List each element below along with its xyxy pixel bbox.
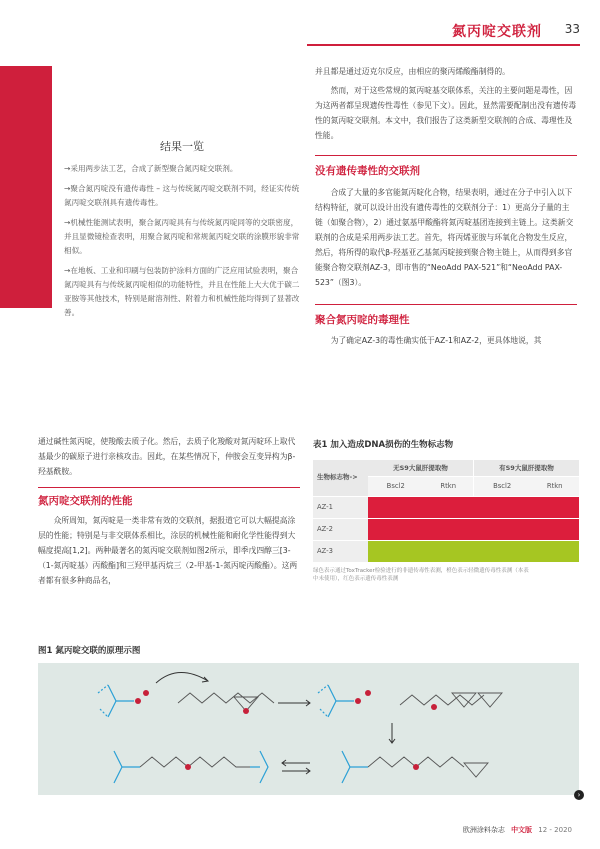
section-divider: [38, 487, 300, 488]
result-cell: [473, 496, 530, 518]
row-label: AZ-3: [313, 540, 368, 562]
paragraph: 为了确定AZ-3的毒性确实低于AZ-1和AZ-2，更具体地说，其: [330, 336, 542, 345]
result-cell: [530, 518, 579, 540]
journal-name: 欧洲涂料杂志: [462, 826, 505, 834]
summary-title: 结果一览: [160, 140, 204, 153]
mechanism-figure: [38, 663, 579, 795]
group-header: 无S9大鼠肝提取物: [368, 460, 473, 476]
section-heading: 氮丙啶交联剂的性能: [38, 495, 133, 507]
section-divider: [315, 304, 577, 305]
result-cell: [368, 540, 424, 562]
table-caption: 表1 加入造成DNA损伤的生物标志物: [313, 440, 454, 450]
nitrogen-atom: [413, 764, 419, 770]
summary-item: →在地板、工业和印刷与包装防护涂料方面的广泛应用试验表明，聚合氮丙啶具有与传统氮丙啶相似的功能特性，并且在性能上大大优于碳二亚胺等其他技术，特别是耐溶剂性、附着力和机械性能均得到了显著改善。: [64, 266, 300, 317]
section-divider: [315, 155, 577, 156]
nitrogen-atom: [431, 704, 437, 710]
result-cell: [424, 496, 474, 518]
oxygen-atom: [365, 690, 371, 696]
row-label: AZ-2: [313, 518, 368, 540]
marker-header: Rtkn: [546, 482, 563, 490]
header-rule: [307, 44, 580, 46]
table-note: 绿色表示通过ToxTracker检验进行的非遗传毒性表测，橙色表示轻微遗传毒性表测（本表中未使用），红色表示遗传毒性表测: [313, 568, 529, 582]
nitrogen-atom: [243, 708, 249, 714]
result-cell: [368, 496, 424, 518]
right-column: [315, 64, 577, 348]
paragraph: 并且都是通过迈克尔反应，由相应的聚丙烯酸酯制得的。: [315, 67, 510, 76]
summary-item: →聚合氮丙啶没有遗传毒性 – 这与传统氮丙啶交联剂不同，经证实传统氮丙啶交联剂具有遗传毒性。: [64, 184, 300, 207]
running-section-title: 氮丙啶交联剂: [452, 24, 542, 40]
paragraph: 合成了大量的多官能氮丙啶化合物，结果表明，通过在分子中引入以下结构特征，就可以设计出没有遗传毒性的交联剂分子：1）更高分子量的主链（如聚合物），2）通过氨基甲酸酯将氮丙啶基团连接到主链上。这类新交联剂的合成是采用两步法工艺。首先，将丙烯亚胺与环氧化合物发生反应，然后，将所得的取代β-羟基亚乙基氮丙啶接到聚合物主链上，从而得到多官能聚合物交联剂AZ-3，即市售的“NeoAdd PAX-521”和“NeoAdd PAX-523”（图3）。: [315, 188, 574, 287]
paragraph: 众所周知，氮丙啶是一类非常有效的交联剂，据报道它可以大幅提高涂层的性能；特别是与非交联体系相比，涂层的机械性能和耐化学性能得到大幅度提高[1,2]。两种最著名的氮丙啶交联剂如图2所示，即季戊四醇三[3-（1-氮丙啶基）丙酸酯]和三羟甲基丙烷三（2-甲基-1-氮丙啶丙酸酯）。这两者都有很多种商品名，: [38, 516, 298, 585]
corner-label: 生物标志物->: [313, 460, 368, 496]
mechanism-diagram: [38, 663, 579, 795]
left-column: [38, 434, 300, 588]
figure-caption: 图1 氮丙啶交联的原理示图: [38, 646, 141, 656]
group-header: 有S9大鼠肝提取物: [473, 460, 579, 476]
section-heading: 没有遗传毒性的交联剂: [315, 165, 420, 177]
paragraph: 然而，对于这些常规的氮丙啶基交联体系，关注的主要问题是毒性，因为这两者都呈现遗传性毒性（参见下文）。因此，显然需要配制出没有遗传毒性的氮丙啶交联剂。本文中，我们报告了这类新型交联剂的合成、毒理性及性能。: [315, 86, 577, 140]
result-cell: [473, 540, 530, 562]
result-cell: [530, 496, 579, 518]
result-cell: [368, 518, 424, 540]
summary-item: →机械性能测试表明，聚合氮丙啶具有与传统氮丙啶同等的交联密度，并且显微镜检查表明，用聚合氮丙啶和常规氮丙啶交联的涂膜形貌非常相似。: [64, 218, 300, 255]
marker-header: Rtkn: [440, 482, 457, 490]
figure-background: [38, 663, 579, 795]
marker-header: Bscl2: [386, 482, 405, 490]
oxygen-atom: [143, 690, 149, 696]
summary-item: →采用两步法工艺，合成了新型聚合氮丙啶交联剂。: [64, 164, 238, 173]
row-label: AZ-1: [313, 496, 368, 518]
result-cell: [424, 540, 474, 562]
edition-label: 中文版: [511, 826, 533, 834]
oxygen-atom: [355, 698, 361, 704]
summary-box: [52, 66, 300, 317]
result-cell: [473, 518, 530, 540]
page-number: 33: [564, 22, 580, 36]
issue-label: 12 - 2020: [538, 826, 572, 834]
result-cell: [424, 518, 474, 540]
section-heading: 聚合氮丙啶的毒理性: [315, 314, 410, 326]
biomarker-table: [313, 460, 579, 583]
marker-header: Bscl2: [473, 476, 530, 496]
oxygen-atom: [135, 698, 141, 704]
result-cell: [530, 540, 579, 562]
nitrogen-atom: [185, 764, 191, 770]
footer: [463, 825, 572, 835]
next-page-icon[interactable]: ›: [574, 790, 584, 800]
paragraph: 通过碱性氮丙啶，使羧酸去质子化。然后，去质子化羧酸对氮丙啶环上取代基最少的碳原子进行亲核攻击。因此，在某些情况下，仲胺会互变异构为β-羟基酰胺。: [38, 437, 296, 476]
